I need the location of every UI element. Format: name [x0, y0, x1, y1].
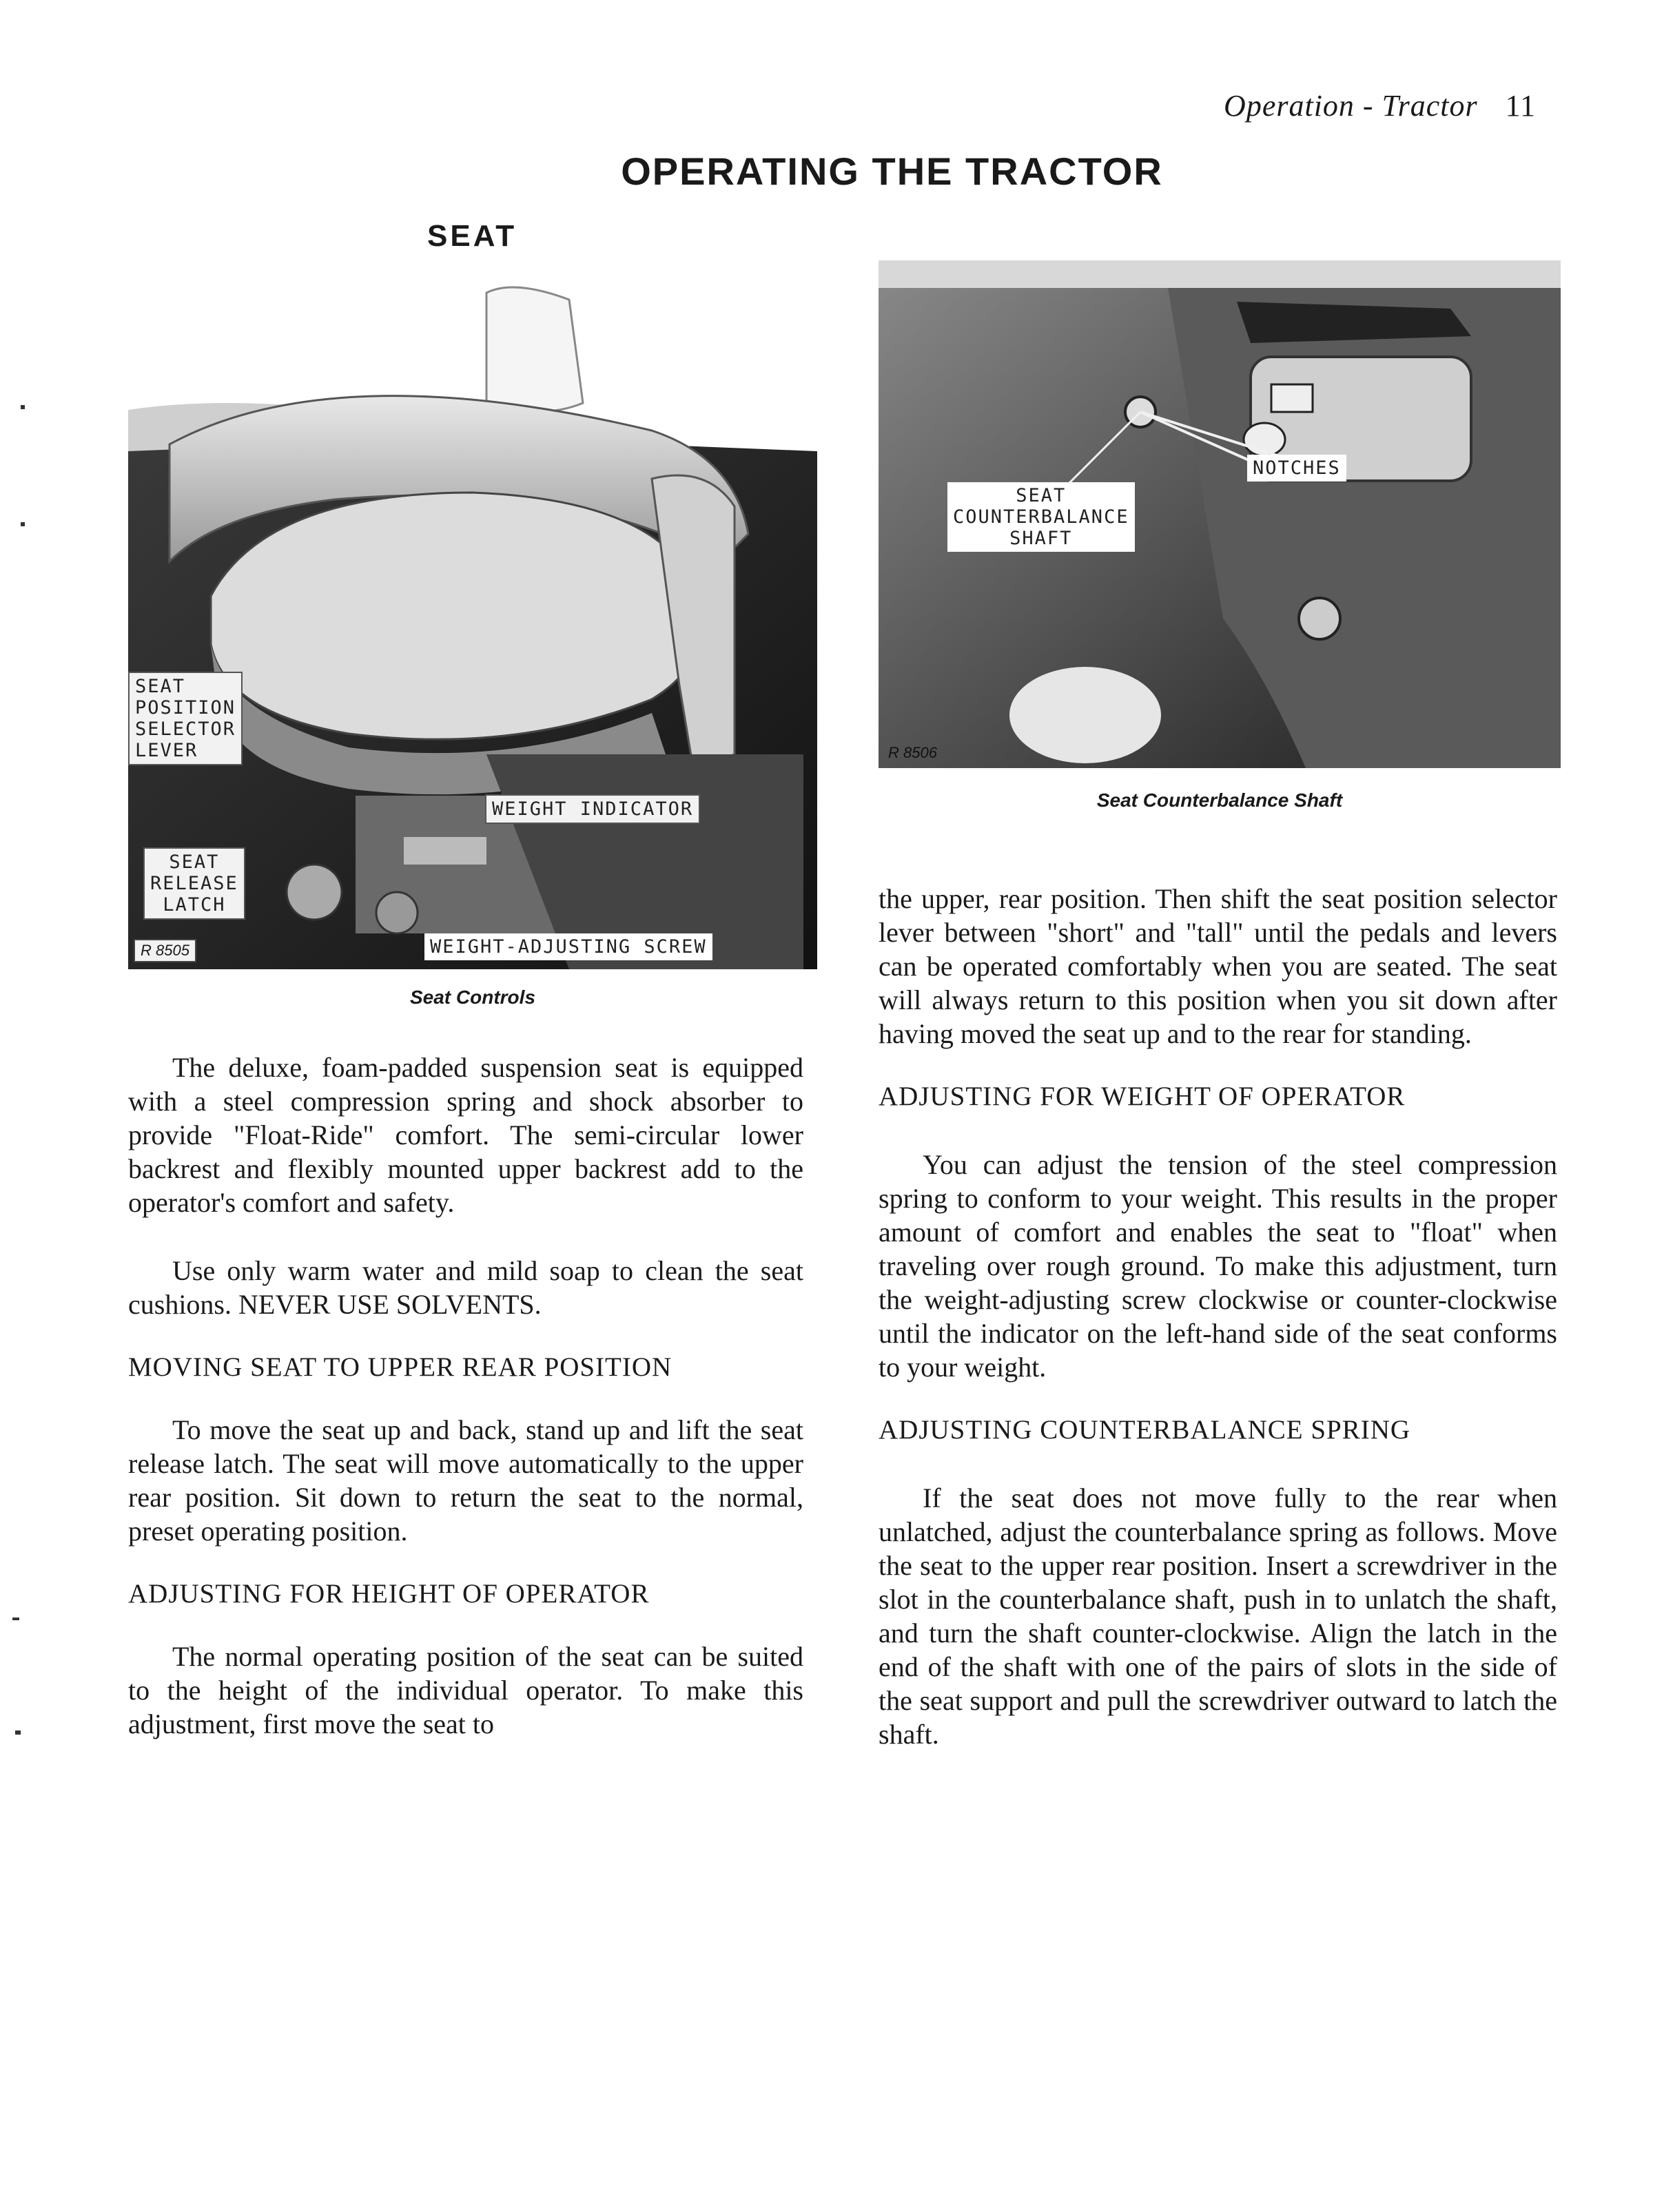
callout-line: RELEASE	[150, 873, 238, 894]
scan-mark	[21, 405, 25, 409]
counterbalance-shaft-callout	[947, 482, 1135, 552]
callout-line: LATCH	[163, 894, 226, 916]
weight-adjusting-screw-callout: WEIGHT-ADJUSTING SCREW	[424, 933, 712, 960]
moving-seat-heading: MOVING SEAT TO UPPER REAR POSITION	[128, 1352, 673, 1382]
height-adjust-paragraph: The normal operating position of the seat can be suited to the height of the individual operator. To make this adjustment, first move the seat to	[128, 1641, 803, 1739]
scan-mark	[12, 1617, 19, 1620]
callout-line: SELECTOR	[135, 719, 236, 740]
seat-release-latch-callout	[143, 847, 245, 920]
height-adjust-continued-paragraph: the upper, rear position. Then shift the seat position selector lever between "short" and "tall" until the pedals and levers can be operated comfortably when you are seated. The seat will always return to this position when you sit down after having moved the seat up and to the rear for standing.	[879, 883, 1557, 1049]
weight-adjust-paragraph: You can adjust the tension of the steel compression spring to conform to your weight. This results in the proper amount of comfort and enables the seat to "float" when traveling over rough ground. To make this adjustment, turn the weight-adjusting screw clockwise or counter-clockwise until the indicator on the left-hand side of the seat conforms to your weight.	[879, 1149, 1557, 1383]
photo-number-right: R 8506	[888, 744, 937, 761]
moving-seat-paragraph: To move the seat up and back, stand up and lift the seat release latch. The seat will move automatically to the upper rear position. Sit down to return the seat to the normal, preset operating position.	[128, 1414, 803, 1547]
notches-callout: NOTCHES	[1247, 455, 1346, 482]
callout-line: SHAFT	[1009, 528, 1073, 549]
callout-line: LEVER	[135, 740, 198, 761]
running-title: Operation - Tractor	[1224, 89, 1478, 123]
callout-line: SEAT	[169, 851, 220, 873]
seat-controls-photo	[128, 272, 817, 969]
callout-line: POSITION	[135, 697, 236, 719]
right-text-column	[879, 882, 1557, 1751]
section-subtitle: SEAT	[427, 219, 517, 253]
callout-line: SEAT	[1016, 485, 1067, 506]
scan-mark	[21, 522, 25, 526]
seat-position-selector-callout	[128, 672, 243, 765]
height-adjust-heading: ADJUSTING FOR HEIGHT OF OPERATOR	[128, 1579, 650, 1609]
counterbalance-shaft-photo	[879, 260, 1561, 768]
photo-number-left: R 8505	[134, 939, 196, 962]
weight-adjust-heading: ADJUSTING FOR WEIGHT OF OPERATOR	[879, 1082, 1406, 1111]
scan-mark	[15, 1730, 21, 1735]
counterbalance-heading: ADJUSTING COUNTERBALANCE SPRING	[879, 1415, 1411, 1445]
seat-description-paragraph: The deluxe, foam-padded suspension seat is equipped with a steel compression spring and shock absorber to provide "Float-Ride" comfort. The semi-circular lower backrest and flexibly mounted upper backrest add to the operator's comfort and safety.	[128, 1052, 803, 1218]
left-text-column	[128, 1051, 803, 1741]
page-number: 11	[1505, 89, 1536, 123]
weight-indicator-callout: WEIGHT INDICATOR	[485, 794, 700, 824]
callout-line: COUNTERBALANCE	[953, 506, 1129, 528]
seat-controls-caption: Seat Controls	[409, 986, 536, 1008]
callout-line: SEAT	[135, 676, 186, 697]
counterbalance-paragraph: If the seat does not move fully to the rear when unlatched, adjust the counterbalance spring as follows. Move the seat to the upper rear position. Insert a screwdriver in the slot in the counterbalance shaft, push in to unlatch the shaft, and turn the shaft counter-clockwise. Align the latch in the end of the shaft with one of the pairs of slots in the side of the seat support and pull the screwdriver outward to latch the shaft.	[879, 1482, 1557, 1750]
running-header	[1224, 88, 1536, 123]
counterbalance-shaft-caption: Seat Counterbalance Shaft	[1096, 789, 1343, 811]
cleaning-paragraph: Use only warm water and mild soap to clean the seat cushions. NEVER USE SOLVENTS.	[128, 1255, 803, 1320]
page-title: OPERATING THE TRACTOR	[621, 149, 1163, 193]
